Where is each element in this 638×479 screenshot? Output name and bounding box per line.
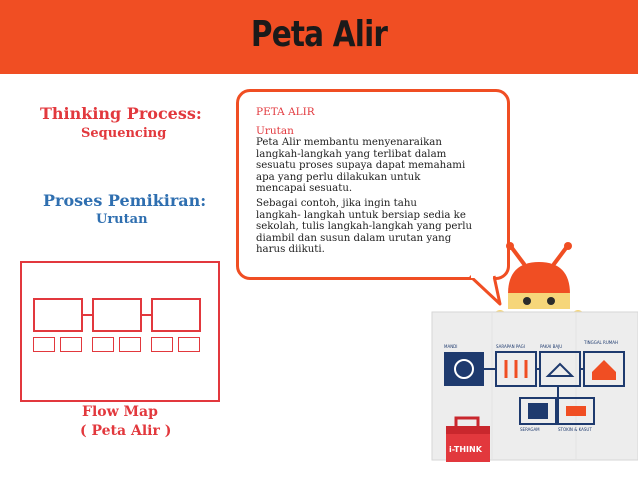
- text-line: langkah-langkah yang terlibat dalam: [256, 148, 447, 160]
- poster-label-sarapan: SARAPAN PAGI: [496, 344, 525, 349]
- flow-map-label: Flow Map: [82, 404, 158, 420]
- text-line: Sebagai contoh, jika ingin tahu: [256, 198, 417, 209]
- thinking-process-heading: Thinking Process:: [40, 104, 202, 123]
- poster-label-mandi: MANDI: [444, 344, 458, 349]
- mascot-antennae: [506, 242, 572, 264]
- bubble-subtitle: Urutan: [256, 125, 294, 137]
- text-line: harus diikuti.: [256, 244, 325, 256]
- poster-label-seragam: SERAGAM: [520, 427, 540, 432]
- poster-label-tinggal-rumah: TINGGAL RUMAH: [584, 340, 618, 345]
- text-line: Peta Alir membantu menyenaraikan: [256, 137, 442, 148]
- text-line: diambil dan susun dalam urutan yang: [256, 232, 452, 244]
- page-title: Peta Alir: [250, 14, 388, 55]
- text-line: langkah- langkah untuk bersiap sedia ke: [256, 209, 466, 221]
- poster-label-stokin: STOKIN & KASUT: [558, 427, 592, 432]
- shirt-icon: [528, 403, 548, 419]
- bubble-title: PETA ALIR: [256, 106, 315, 118]
- text-line: sekolah, tulis langkah-langkah yang perlu: [256, 221, 473, 233]
- urutan-label: Urutan: [96, 212, 148, 227]
- shoe-icon: [566, 406, 586, 416]
- mascot-head: [508, 262, 570, 309]
- poster-label-pakai-baju: PAKAI BAJU: [540, 344, 563, 349]
- text-line: mencapai sesuatu.: [256, 183, 353, 195]
- text-line: apa yang perlu dilakukan untuk: [256, 171, 421, 183]
- ithink-logo: i-THINK: [449, 445, 482, 454]
- text-line: sesuatu proses supaya dapat memahami: [256, 160, 466, 172]
- proses-pemikiran-heading: Proses Pemikiran:: [43, 191, 207, 210]
- flow-map-sublabel: ( Peta Alir ): [80, 423, 172, 439]
- sequencing-label: Sequencing: [81, 126, 167, 141]
